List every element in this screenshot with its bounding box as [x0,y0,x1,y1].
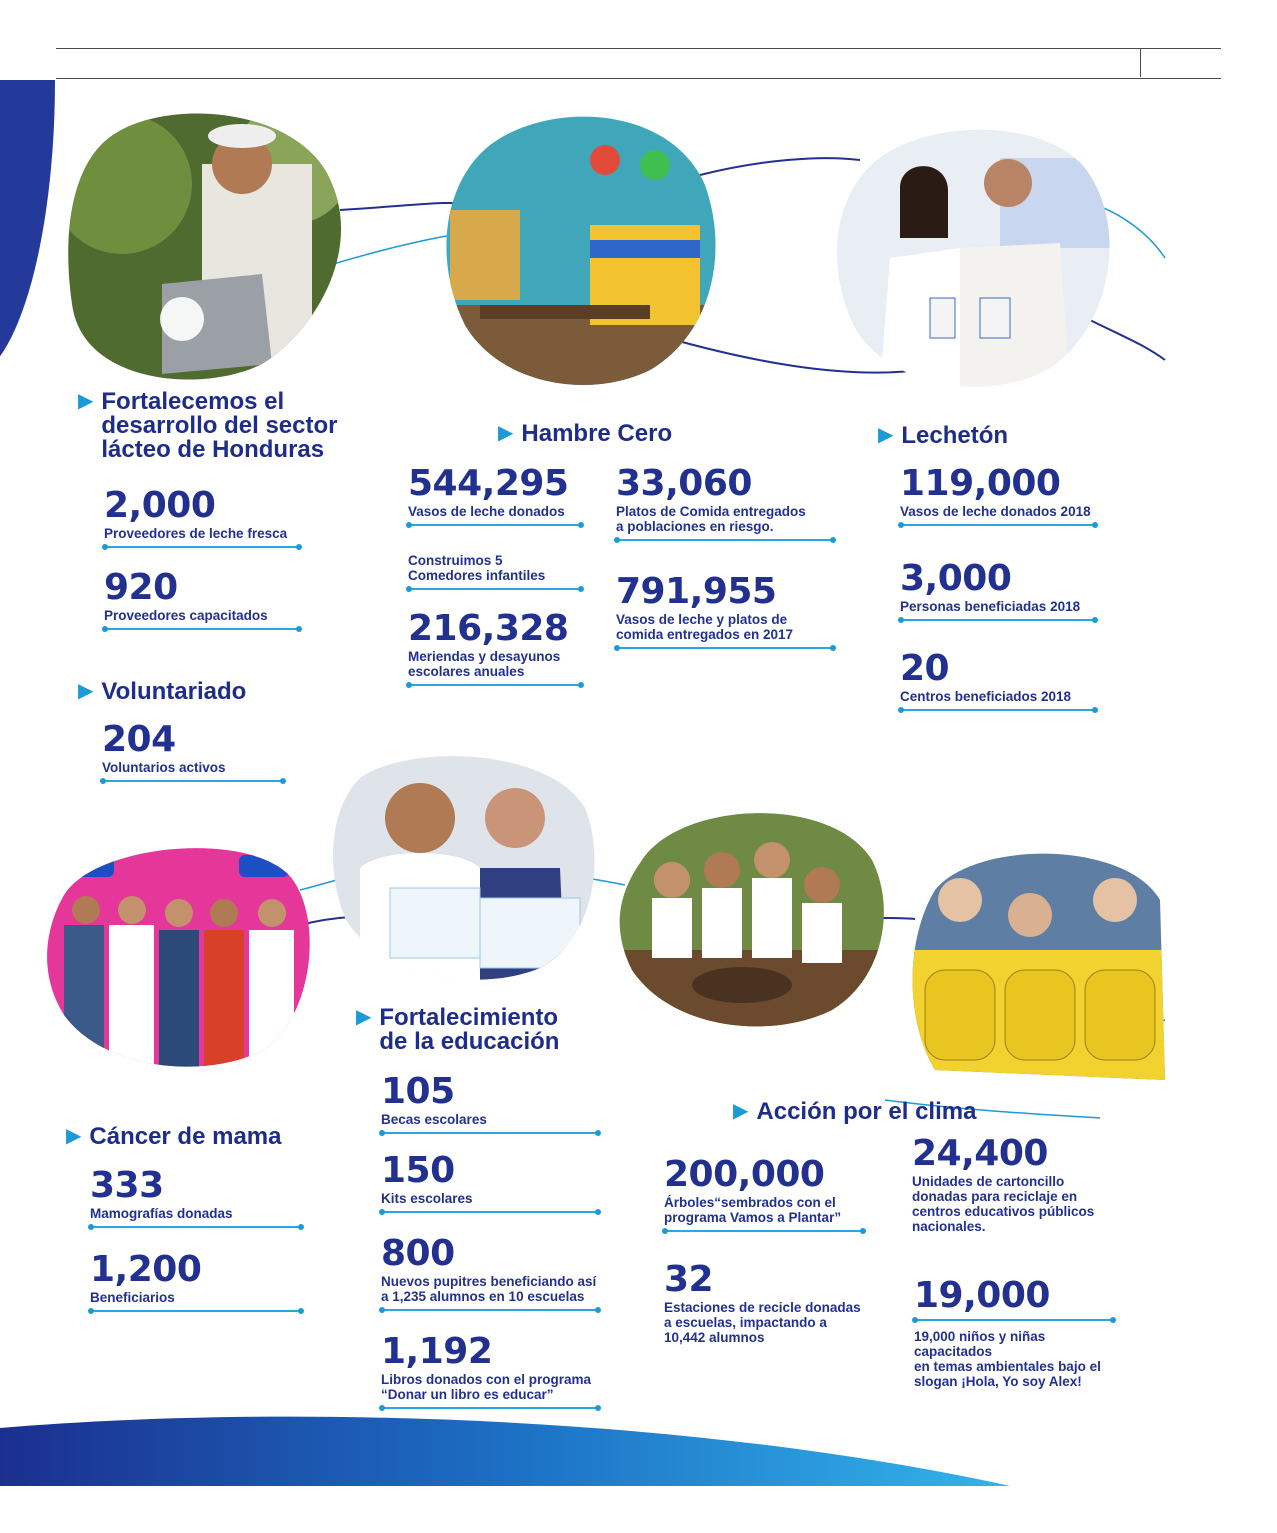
stat-divider [664,1230,864,1232]
stat-divider [900,524,1096,526]
stat-proveedores-leche: 2,000 Proveedores de leche fresca [104,488,300,548]
stat-divider [914,1319,1114,1321]
stat-cartoncillo: 24,400 Unidades de cartoncillo donadas para reciclaje en centros educativos públicos nacionales. [912,1133,1095,1234]
stat-voluntarios: 204 Voluntarios activos [102,722,284,782]
photo-education-certificate [330,748,600,983]
stat-divider [381,1132,599,1134]
triangle-bullet-icon: ▶ [78,390,94,412]
photo-lecheton-event [830,118,1120,388]
stat-divider [381,1211,599,1213]
stat-centros-2018: 20 Centros beneficiados 2018 [900,651,1096,711]
triangle-bullet-icon: ▶ [733,1100,749,1122]
stat-vasos-2018: 119,000 Vasos de leche donados 2018 [900,466,1096,526]
stat-becas: 105 Becas escolares [381,1074,599,1134]
heading-educacion: ▶ Fortalecimiento de la educación [356,1004,560,1055]
stat-divider [90,1226,302,1228]
stat-arboles: 200,000 Árboles“sembrados con el programa Vamos a Plantar” [664,1157,864,1232]
heading-cancer-mama: ▶ Cáncer de mama [66,1123,282,1150]
stat-divider [408,524,582,526]
heading-accion-clima: ▶ Acción por el clima [733,1098,977,1125]
triangle-bullet-icon: ▶ [356,1006,372,1028]
photo-tree-planting [612,800,887,1030]
stat-platos-comida: 33,060 Platos de Comida entregados a poblaciones en riesgo. [616,466,834,541]
stat-divider [616,539,834,541]
stat-comedores: Construimos 5 Comedores infantiles [408,551,582,590]
stat-vasos-platos-2017: 791,955 Vasos de leche y platos de comida entregados en 2017 [616,574,834,649]
stat-mamografias: 333 Mamografías donadas [90,1168,302,1228]
stat-divider [102,780,284,782]
stat-divider [90,1310,302,1312]
triangle-bullet-icon: ▶ [498,422,514,444]
stat-divider [616,647,834,649]
photo-dairy-farmer [62,104,347,389]
stat-estaciones-recicle: 32 Estaciones de recicle donadas a escuelas, impactando a 10,442 alumnos [664,1259,861,1345]
heading-sector-lacteo: ▶ Fortalecemos el desarrollo del sector lácteo de Honduras [78,388,338,463]
stat-proveedores-capacitados: 920 Proveedores capacitados [104,570,300,630]
triangle-bullet-icon: ▶ [66,1125,82,1147]
stat-pupitres: 800 Nuevos pupitres beneficiando así a 1,235 alumnos en 10 escuelas [381,1236,599,1311]
photo-school-kits [905,840,1165,1080]
triangle-bullet-icon: ▶ [878,424,894,446]
heading-voluntariado: ▶ Voluntariado [78,678,247,705]
stat-libros: 1,192 Libros donados con el programa “Donar un libro es educar” [381,1334,599,1409]
stat-divider [408,588,582,590]
photo-cancer-event [44,835,314,1070]
stat-divider [900,619,1096,621]
photo-school-cafeteria [440,105,720,395]
triangle-bullet-icon: ▶ [78,680,94,702]
stat-divider [104,546,300,548]
heading-hambre-cero: ▶ Hambre Cero [498,420,673,447]
stat-meriendas: 216,328 Meriendas y desayunos escolares anuales [408,611,582,686]
stat-kits: 150 Kits escolares [381,1153,599,1213]
stat-ninos-capacitados: 19,000 19,000 niños y niñas capacitados en temas ambientales bajo el slogan ¡Hola, Yo soy Alex! [914,1278,1114,1389]
stat-beneficiarios: 1,200 Beneficiarios [90,1252,302,1312]
stat-personas-2018: 3,000 Personas beneficiadas 2018 [900,561,1096,621]
stat-divider [104,628,300,630]
heading-lecheton: ▶ Lechetón [878,422,1009,449]
stat-divider [408,684,582,686]
stat-vasos-leche-donados: 544,295 Vasos de leche donados [408,466,582,526]
stat-divider [381,1309,599,1311]
stat-divider [900,709,1096,711]
bottom-wave-band [0,1408,1277,1498]
